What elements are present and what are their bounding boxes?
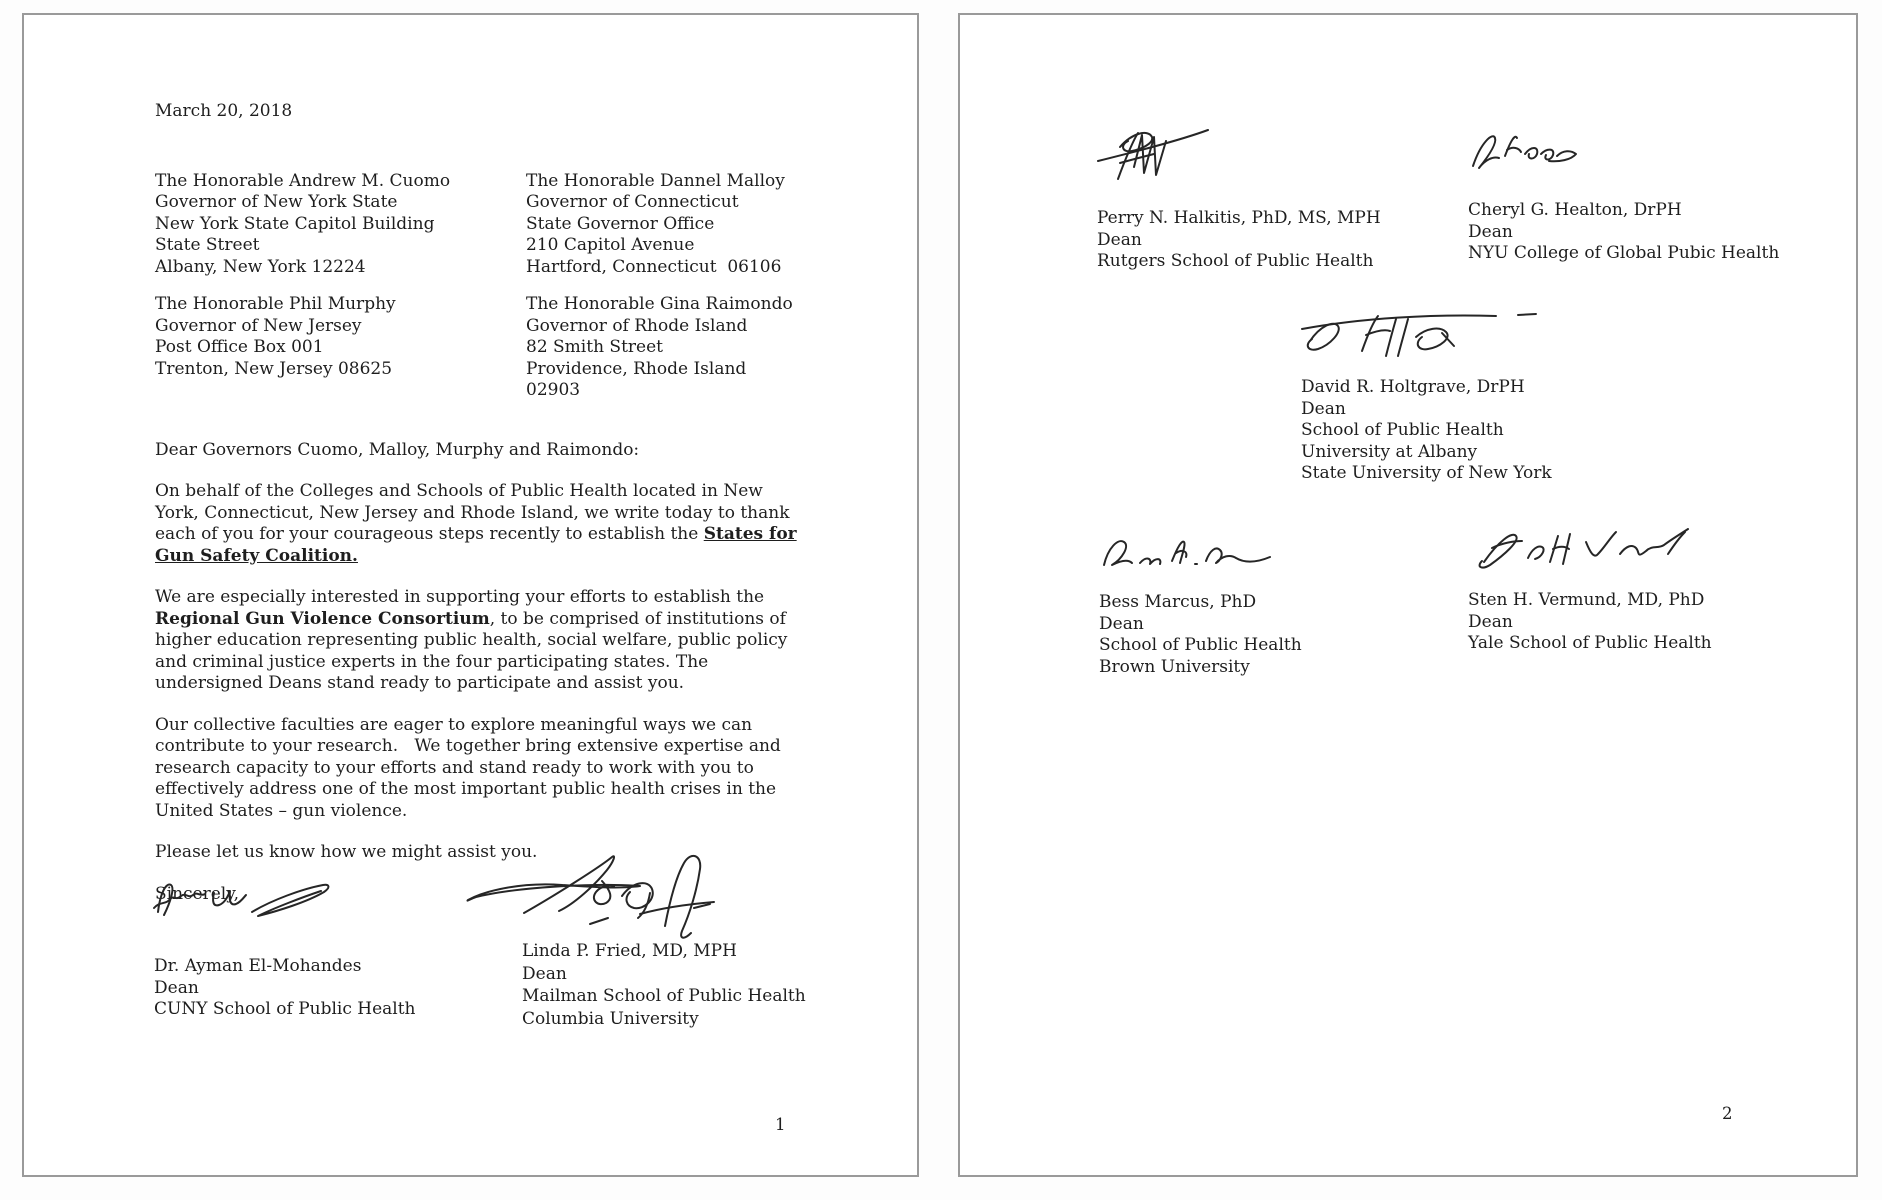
- signatory-title: Dean: [1468, 611, 1513, 632]
- signatory-el-mohandes: [154, 956, 416, 1021]
- signatory-org: Mailman School of Public Health: [522, 986, 806, 1006]
- signatory-title: Dean: [154, 977, 199, 998]
- letter-date: March 20, 2018: [155, 101, 293, 121]
- signatory-holtgrave: [1301, 377, 1552, 485]
- signatory-name: Cheryl G. Healton, DrPH: [1468, 200, 1682, 220]
- paragraph-text: We are especially interested in supporting your efforts to establish the: [155, 587, 765, 607]
- address-line: State Street: [155, 235, 260, 255]
- signatory-org: State University of New York: [1301, 463, 1552, 483]
- address-line: The Honorable Phil Murphy: [155, 294, 396, 314]
- signatory-name: Dr. Ayman El-Mohandes: [154, 956, 362, 976]
- signatory-name: Bess Marcus, PhD: [1099, 592, 1257, 612]
- address-line: Governor of New Jersey: [155, 315, 362, 336]
- signatory-name: Sten H. Vermund, MD, PhD: [1468, 590, 1705, 610]
- letter-page-2: [958, 13, 1858, 1177]
- address-line: Trenton, New Jersey 08625: [155, 358, 393, 379]
- signatory-org: Columbia University: [522, 1008, 699, 1029]
- address-line: The Honorable Dannel Malloy: [526, 170, 785, 191]
- signatory-name: David R. Holtgrave, DrPH: [1301, 377, 1525, 397]
- signature-healton: [1463, 128, 1583, 174]
- address-line: State Governor Office: [526, 213, 715, 234]
- address-line: Governor of Connecticut: [526, 192, 739, 212]
- paragraph-text: On behalf of the Colleges and Schools of Public Health located in New York, Connecticut, New Jersey and Rhode Island, we write today to thank each of you for your courageous steps recently to establish the: [155, 481, 790, 544]
- address-line: Governor of New York State: [155, 192, 398, 212]
- address-line: The Honorable Gina Raimondo: [526, 294, 793, 314]
- address-line: New York State Capitol Building: [155, 213, 435, 234]
- address-raimondo: [526, 294, 811, 402]
- address-line: Post Office Box 001: [155, 337, 324, 357]
- letter-body-column: [155, 101, 811, 925]
- address-line: The Honorable Andrew M. Cuomo: [155, 170, 451, 191]
- signatory-title: Dean: [1468, 221, 1513, 242]
- body-paragraph-3: Our collective faculties are eager to explore meaningful ways we can contribute to your research. We together bring extensive expertise and research capacity to your efforts and stand ready to work with you to effectively address one of the most important public health crises in the United States – gun violence.: [155, 714, 781, 821]
- signatory-vermund: [1468, 590, 1712, 655]
- coalition-emphasis: States for Gun Safety Coalition.: [155, 524, 797, 566]
- signature-vermund: [1456, 522, 1691, 582]
- body-paragraph-2: [155, 587, 811, 695]
- signatory-title: Dean: [1099, 613, 1144, 634]
- address-line: 82 Smith Street: [526, 337, 663, 357]
- signatory-org: University at Albany: [1301, 441, 1478, 462]
- signature-halkitis: [1090, 117, 1230, 185]
- signatory-name: Linda P. Fried, MD, MPH: [522, 941, 737, 961]
- signature-el-mohandes: [150, 870, 340, 928]
- body-paragraph-1: [155, 481, 811, 567]
- signatory-org: NYU College of Global Pubic Health: [1468, 243, 1780, 263]
- address-murphy: [155, 294, 526, 402]
- consortium-emphasis: Regional Gun Violence Consortium: [155, 608, 490, 629]
- address-cuomo: [155, 171, 526, 279]
- signature-holtgrave: [1292, 307, 1542, 361]
- signatory-marcus: [1099, 592, 1302, 678]
- signature-marcus: [1094, 533, 1276, 577]
- paragraph-text: , to be comprised of institutions of higher education representing public health, social welfare, public policy and criminal justice experts in the four participating states. The undersigned Deans stand ready to participate and assist you.: [155, 608, 788, 693]
- address-line: Albany, New York 12224: [155, 256, 366, 277]
- signatory-org: School of Public Health: [1099, 635, 1302, 655]
- recipient-addresses: [155, 171, 811, 402]
- page-number-1: 1: [775, 1115, 786, 1134]
- signatory-title: Dean: [522, 963, 567, 984]
- address-line: 210 Capitol Avenue: [526, 235, 695, 255]
- signatory-org: School of Public Health: [1301, 420, 1504, 440]
- signature-fried: [462, 850, 722, 945]
- address-line: Providence, Rhode Island 02903: [526, 358, 752, 400]
- signatory-healton: [1468, 200, 1779, 265]
- signatory-org: Brown University: [1099, 656, 1250, 677]
- body-paragraph-4: Please let us know how we might assist you.: [155, 842, 538, 862]
- signatory-title: Dean: [1301, 398, 1346, 419]
- page-number-2: 2: [1722, 1104, 1733, 1123]
- signatory-org: CUNY School of Public Health: [154, 999, 416, 1019]
- address-line: Hartford, Connecticut 06106: [526, 256, 782, 277]
- closing: Sincerely,: [155, 883, 239, 904]
- signatory-halkitis: [1097, 208, 1381, 273]
- signatory-fried: [522, 940, 806, 1030]
- address-malloy: [526, 171, 811, 279]
- signatory-org: Rutgers School of Public Health: [1097, 251, 1374, 271]
- signatory-title: Dean: [1097, 229, 1142, 250]
- salutation: Dear Governors Cuomo, Malloy, Murphy and Raimondo:: [155, 439, 640, 460]
- letter-page-1: [22, 13, 919, 1177]
- address-line: Governor of Rhode Island: [526, 315, 748, 336]
- signatory-name: Perry N. Halkitis, PhD, MS, MPH: [1097, 208, 1381, 228]
- signatory-org: Yale School of Public Health: [1468, 633, 1712, 653]
